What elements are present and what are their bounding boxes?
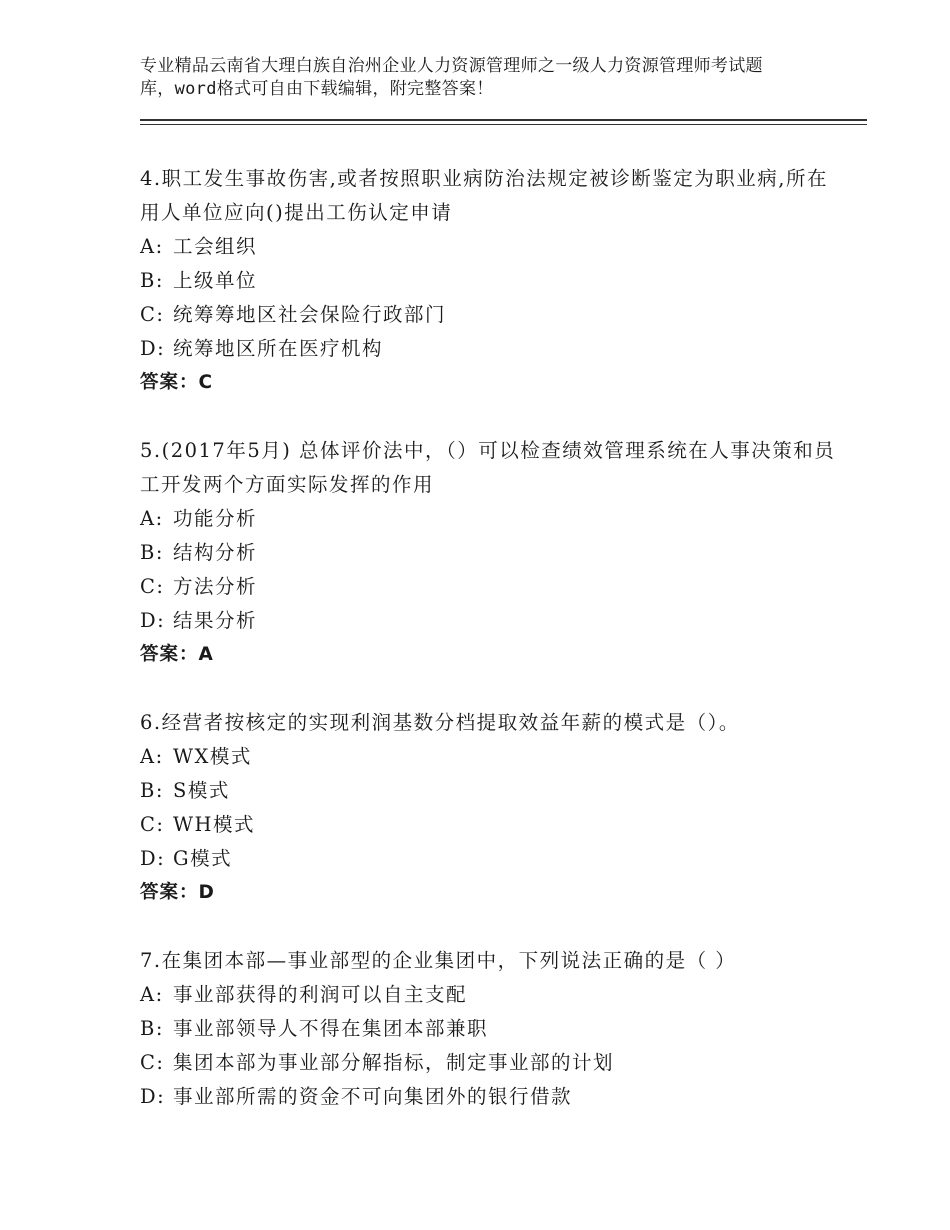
option-d: [140, 842, 840, 876]
option-text: WH模式: [173, 813, 256, 836]
option-letter: A:: [140, 745, 164, 768]
option-text: 功能分析: [173, 507, 258, 530]
question-text: 4.职工发生事故伤害,或者按照职业病防治法规定被诊断鉴定为职业病,所在用人单位应向()提出工伤认定申请: [140, 167, 829, 224]
option-d: [140, 1080, 840, 1114]
header-line-2: 库，word格式可自由下载编辑，附完整答案！: [140, 79, 494, 99]
option-d: [140, 604, 840, 638]
option-c: [140, 1046, 840, 1080]
option-text: 方法分析: [173, 575, 258, 598]
option-text: 集团本部为事业部分解指标，制定事业部的计划: [173, 1051, 615, 1074]
option-text: G模式: [173, 847, 233, 870]
answer-label: 答案：A: [140, 644, 214, 665]
option-letter: B:: [140, 269, 164, 292]
option-letter: D:: [140, 609, 166, 632]
option-text: 结果分析: [173, 609, 258, 632]
header-rule-thin: [140, 124, 867, 125]
answer-label: 答案：D: [140, 882, 215, 903]
option-text: 统筹地区所在医疗机构: [173, 337, 384, 360]
option-letter: C:: [140, 813, 165, 836]
option-text: 工会组织: [173, 235, 258, 258]
answer-label: 答案：C: [140, 372, 214, 393]
option-b: [140, 1012, 840, 1046]
option-letter: D:: [140, 337, 166, 360]
option-letter: B:: [140, 1017, 164, 1040]
option-a: [140, 502, 840, 536]
option-text: S模式: [173, 779, 230, 802]
option-b: [140, 264, 840, 298]
question-list: [140, 162, 840, 1148]
option-c: [140, 808, 840, 842]
option-letter: A:: [140, 235, 164, 258]
option-letter: D:: [140, 1085, 166, 1108]
question-7: [140, 944, 840, 1114]
question-4: [140, 162, 840, 400]
option-text: 上级单位: [173, 269, 258, 292]
option-text: 事业部获得的利润可以自主支配: [173, 983, 468, 1006]
option-letter: B:: [140, 779, 164, 802]
option-text: 事业部领导人不得在集团本部兼职: [173, 1017, 489, 1040]
question-5: [140, 434, 840, 672]
question-text: 7.在集团本部—事业部型的企业集团中，下列说法正确的是（ ）: [140, 949, 737, 972]
option-text: 结构分析: [173, 541, 258, 564]
document-header: [140, 55, 840, 101]
question-text: 5.(2017年5月) 总体评价法中，（）可以检查绩效管理系统在人事决策和员工开发两个方面实际发挥的作用: [140, 439, 836, 496]
option-letter: A:: [140, 507, 164, 530]
option-a: [140, 978, 840, 1012]
option-letter: C:: [140, 575, 165, 598]
option-letter: D:: [140, 847, 166, 870]
option-letter: A:: [140, 983, 164, 1006]
option-text: WX模式: [173, 745, 252, 768]
option-letter: B:: [140, 541, 164, 564]
header-rule-thick: [140, 119, 867, 121]
header-line-1: 专业精品云南省大理白族自治州企业人力资源管理师之一级人力资源管理师考试题: [140, 56, 763, 76]
option-letter: C:: [140, 1051, 165, 1074]
question-text: 6.经营者按核定的实现利润基数分档提取效益年薪的模式是（）。: [140, 711, 740, 734]
option-a: [140, 740, 840, 774]
question-6: [140, 706, 840, 910]
option-c: [140, 570, 840, 604]
option-b: [140, 536, 840, 570]
option-text: 统筹筹地区社会保险行政部门: [173, 303, 447, 326]
option-b: [140, 774, 840, 808]
option-a: [140, 230, 840, 264]
option-d: [140, 332, 840, 366]
option-text: 事业部所需的资金不可向集团外的银行借款: [173, 1085, 573, 1108]
option-c: [140, 298, 840, 332]
option-letter: C:: [140, 303, 165, 326]
